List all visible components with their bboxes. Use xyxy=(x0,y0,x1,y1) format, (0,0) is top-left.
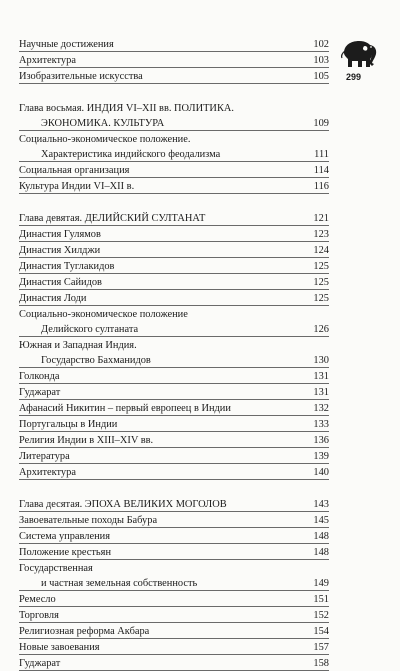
chapter-heading xyxy=(19,210,329,226)
toc-entry-title: Литература xyxy=(19,451,70,462)
toc-entry-title: Гуджарат xyxy=(19,658,61,669)
toc-entry-page: 148 xyxy=(313,531,329,542)
toc-entry-title: Характеристика индийского феодализма xyxy=(41,149,221,160)
toc-entry-page: 136 xyxy=(313,435,329,446)
chapter-title: ЭКОНОМИКА. КУЛЬТУРА xyxy=(41,118,165,129)
toc-entry-page: 123 xyxy=(313,229,329,240)
toc-entry xyxy=(19,432,329,448)
toc-entry xyxy=(19,512,329,528)
toc-entry-page: 114 xyxy=(313,165,329,176)
toc-entry xyxy=(19,416,329,432)
toc-entry-title: Социально-экономическое положение xyxy=(19,309,188,320)
toc-entry xyxy=(19,639,329,655)
toc-entry xyxy=(19,52,329,68)
toc-entry-page: 125 xyxy=(313,293,329,304)
toc-entry xyxy=(19,352,329,368)
toc-entry-page: 102 xyxy=(313,39,329,50)
toc-entry-page: 140 xyxy=(313,467,329,478)
toc-entry xyxy=(19,464,329,480)
toc-entry xyxy=(19,162,329,178)
table-of-contents xyxy=(19,38,329,671)
toc-entry-page: 126 xyxy=(313,324,329,335)
toc-entry-title: Южная и Западная Индия. xyxy=(19,340,137,351)
toc-entry xyxy=(19,544,329,560)
toc-entry xyxy=(19,591,329,607)
toc-entry xyxy=(19,623,329,639)
toc-entry-page: 111 xyxy=(314,149,329,160)
toc-entry-page: 157 xyxy=(313,642,329,653)
toc-entry-title: Торговля xyxy=(19,610,59,621)
toc-entry-page: 130 xyxy=(313,355,329,366)
toc-entry xyxy=(19,607,329,623)
toc-entry-title: Социально-экономическое положение. xyxy=(19,134,191,145)
toc-entry xyxy=(19,146,329,162)
toc-entry-page: 158 xyxy=(313,658,329,669)
toc-entry xyxy=(19,575,329,591)
toc-entry-page: 103 xyxy=(313,55,329,66)
toc-entry-title: Научные достижения xyxy=(19,39,114,50)
toc-entry-title: Культура Индии VI–XII в. xyxy=(19,181,135,192)
toc-entry-title: Делийского султаната xyxy=(41,324,139,335)
chapter-heading xyxy=(19,115,329,131)
toc-entry-title: Династия Гулямов xyxy=(19,229,101,240)
chapter-title: Глава восьмая. ИНДИЯ VI–XII вв. ПОЛИТИКА. xyxy=(19,103,234,114)
toc-entry-title: Государство Бахманидов xyxy=(41,355,151,366)
chapter-heading xyxy=(19,496,329,512)
toc-entry xyxy=(19,274,329,290)
toc-entry-title: Династия Хилджи xyxy=(19,245,101,256)
toc-entry xyxy=(19,321,329,337)
toc-entry-title: Афанасий Никитин – первый европеец в Индии xyxy=(19,403,231,414)
toc-entry xyxy=(19,384,329,400)
toc-entry-title: Социальная организация xyxy=(19,165,130,176)
toc-entry-title: Ремесло xyxy=(19,594,56,605)
toc-entry-title: Архитектура xyxy=(19,55,76,66)
toc-entry-page: 105 xyxy=(313,71,329,82)
toc-entry-title: Династия Туглакидов xyxy=(19,261,115,272)
toc-entry xyxy=(19,368,329,384)
toc-entry-page: 145 xyxy=(313,515,329,526)
toc-entry-title: Изобразительные искусства xyxy=(19,71,143,82)
toc-entry-title: Династия Лоди xyxy=(19,293,87,304)
toc-entry xyxy=(19,68,329,84)
toc-entry-page: 143 xyxy=(313,499,329,510)
toc-entry-page: 116 xyxy=(313,181,329,192)
toc-entry xyxy=(19,131,329,146)
toc-entry-page: 149 xyxy=(313,578,329,589)
toc-entry-page: 131 xyxy=(313,371,329,382)
toc-entry xyxy=(19,226,329,242)
toc-entry-title: Положение крестьян xyxy=(19,547,112,558)
toc-entry xyxy=(19,448,329,464)
toc-entry-title: Завоевательные походы Бабура xyxy=(19,515,158,526)
toc-entry-title: Португальцы в Индии xyxy=(19,419,118,430)
toc-entry-title: Голконда xyxy=(19,371,60,382)
toc-entry-title: Религия Индии в XIII–XIV вв. xyxy=(19,435,154,446)
toc-entry-page: 133 xyxy=(313,419,329,430)
toc-entry xyxy=(19,178,329,194)
toc-entry-title: Государственная xyxy=(19,563,93,574)
toc-entry-page: 132 xyxy=(313,403,329,414)
toc-entry-page: 152 xyxy=(313,610,329,621)
toc-entry xyxy=(19,337,329,352)
elephant-icon xyxy=(338,33,378,71)
toc-entry-title: Династия Сайидов xyxy=(19,277,102,288)
toc-entry xyxy=(19,306,329,321)
toc-entry-title: Религиозная реформа Акбара xyxy=(19,626,150,637)
toc-entry-page: 121 xyxy=(313,213,329,224)
toc-entry-page: 125 xyxy=(313,261,329,272)
toc-entry xyxy=(19,38,329,52)
toc-entry-page: 131 xyxy=(313,387,329,398)
chapter-title: Глава десятая. ЭПОХА ВЕЛИКИХ МОГОЛОВ xyxy=(19,499,227,510)
toc-entry xyxy=(19,242,329,258)
toc-entry-title: Новые завоевания xyxy=(19,642,100,653)
chapter-title: Глава девятая. ДЕЛИЙСКИЙ СУЛТАНАТ xyxy=(19,213,206,224)
chapter-heading xyxy=(19,100,329,115)
toc-entry-page: 124 xyxy=(313,245,329,256)
toc-entry-title: и частная земельная собственность xyxy=(41,578,198,589)
toc-entry xyxy=(19,258,329,274)
toc-entry-title: Архитектура xyxy=(19,467,76,478)
toc-entry xyxy=(19,400,329,416)
toc-entry-page: 151 xyxy=(313,594,329,605)
toc-entry xyxy=(19,528,329,544)
toc-entry xyxy=(19,290,329,306)
toc-entry-title: Гуджарат xyxy=(19,387,61,398)
toc-entry-page: 148 xyxy=(313,547,329,558)
toc-entry-page: 109 xyxy=(313,118,329,129)
toc-entry-title: Система управления xyxy=(19,531,110,542)
toc-entry xyxy=(19,655,329,671)
toc-entry-page: 154 xyxy=(313,626,329,637)
page-number: 299 xyxy=(346,72,362,82)
toc-entry xyxy=(19,560,329,575)
toc-entry-page: 139 xyxy=(313,451,329,462)
toc-entry-page: 125 xyxy=(313,277,329,288)
